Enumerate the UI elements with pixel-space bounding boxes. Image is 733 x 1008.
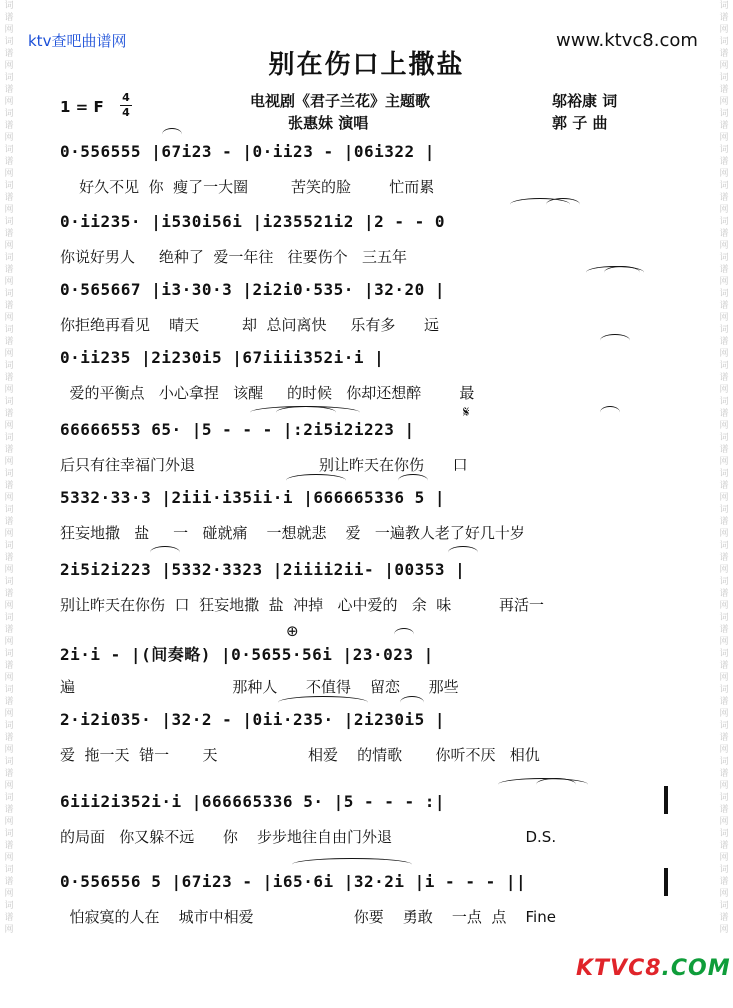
slur-arc [394, 628, 414, 641]
lyric-line: 你拒绝再看见 晴天 却 总问离快 乐有多 远 [60, 316, 439, 334]
site-name-link[interactable]: ktv查吧曲谱网 [28, 32, 127, 50]
slur-arc [400, 696, 424, 709]
slur-arc [292, 858, 412, 871]
lyric-line: 的局面 你又躲不远 你 步步地往自由门外退 D.S. [60, 828, 557, 846]
lyric-line: 爱的平衡点 小心拿捏 该醒 的时候 你却还想醉 最 [60, 384, 475, 402]
lyric-line: 你说好男人 绝种了 爱一年往 往要伤个 三五年 [60, 248, 407, 266]
site-url-link[interactable]: www.ktvc8.com [556, 30, 698, 51]
lyric-line: 后只有往幸福门外退 别让昨天在你伤 口 [60, 456, 468, 474]
slur-arc [150, 546, 180, 559]
site-logo-main: KTVC8 [576, 956, 662, 981]
notation-line: 2i5i2i223 |5332·3323 |2iiii2ii- |00353 | [60, 560, 466, 579]
composer-credit: 郭 子 曲 [552, 114, 608, 132]
slur-arc [604, 266, 640, 279]
lyric-line: 狂妄地撒 盐 一 碰就痛 一想就悲 爱 一遍教人老了好几十岁 [60, 524, 525, 542]
notation-line: 0·556555 |67i23 - |0·ii23 - |06i322 | [60, 142, 435, 161]
slur-arc [546, 198, 580, 211]
notation-line: 2i·i - |(间奏略) |0·5655·56i |23·023 | [60, 645, 434, 664]
final-barline [664, 786, 668, 814]
slur-arc [600, 334, 630, 347]
lyric-line: 爱 拖一天 错一 天 相爱 的情歌 你听不厌 相仇 [60, 746, 540, 764]
notation-line: 0·556556 5 |67i23 - |i65·6i |32·2i |i - - - || [60, 872, 527, 891]
notation-line: 6iii2i352i·i |666665336 5· |5 - - - :| [60, 792, 446, 811]
slur-arc [536, 778, 576, 791]
lyric-line: 好久不见 你 瘦了一大圈 苦笑的脸 忙而累 [60, 178, 435, 196]
slur-arc [600, 406, 620, 419]
notation-line: 66666553 65· |5 - - - |:2i5i2i223 | [60, 420, 415, 439]
site-logo-com: .COM [661, 956, 731, 981]
song-subtitle: 电视剧《君子兰花》主题歌 [250, 92, 431, 110]
slur-arc [162, 128, 182, 141]
final-barline [664, 868, 668, 896]
slur-arc [278, 696, 368, 709]
side-watermark-left: 词谱网词谱网词谱网词谱网词谱网词谱网词谱网词谱网词谱网词谱网词谱网词谱网词谱网词谱网词谱网词谱网词谱网词谱网词谱网词谱网词谱网词谱网词谱网词谱网词谱网词谱网 [4, 1, 14, 935]
notation-line: 0·ii235 |2i230i5 |67iiii352i·i | [60, 348, 385, 367]
site-logo [576, 956, 731, 981]
singer-credit: 张惠妹 演唱 [288, 114, 369, 132]
lyric-line: 别让昨天在你伤 口 狂妄地撒 盐 冲掉 心中爱的 余 味 再活一 [60, 596, 544, 614]
key-signature: 1 = F [60, 98, 104, 116]
notation-line: 5332·33·3 |2iii·i35ii·i |666665336 5 | [60, 488, 446, 507]
slur-arc [286, 474, 346, 487]
side-watermark-right: 词谱网词谱网词谱网词谱网词谱网词谱网词谱网词谱网词谱网词谱网词谱网词谱网词谱网词谱网词谱网词谱网词谱网词谱网词谱网词谱网词谱网词谱网词谱网词谱网词谱网词谱网 [719, 1, 729, 935]
song-title: 别在伤口上撒盐 [268, 50, 465, 80]
notation-line: 0·ii235· |i530i56i |i235521i2 |2 - - 0 [60, 212, 446, 231]
slur-arc [448, 546, 478, 559]
coda-sign: ⊕ [286, 622, 299, 640]
lyric-line: 遍 那种人 不值得 留恋 那些 [60, 678, 459, 696]
segno-sign: 𝄋 [463, 403, 470, 421]
notation-line: 2·i2i035· |32·2 - |0ii·235· |2i230i5 | [60, 710, 446, 729]
lyric-line: 怕寂寞的人在 城市中相爱 你要 勇敢 一点 点 Fine [60, 908, 556, 926]
lyricist-credit: 邬裕康 词 [552, 92, 618, 110]
slur-arc [398, 474, 428, 487]
slur-arc [276, 406, 336, 419]
notation-line: 0·565667 |i3·30·3 |2i2i0·535· |32·20 | [60, 280, 446, 299]
time-signature-top: 4 [122, 91, 130, 104]
time-signature-bottom: 4 [122, 106, 130, 119]
